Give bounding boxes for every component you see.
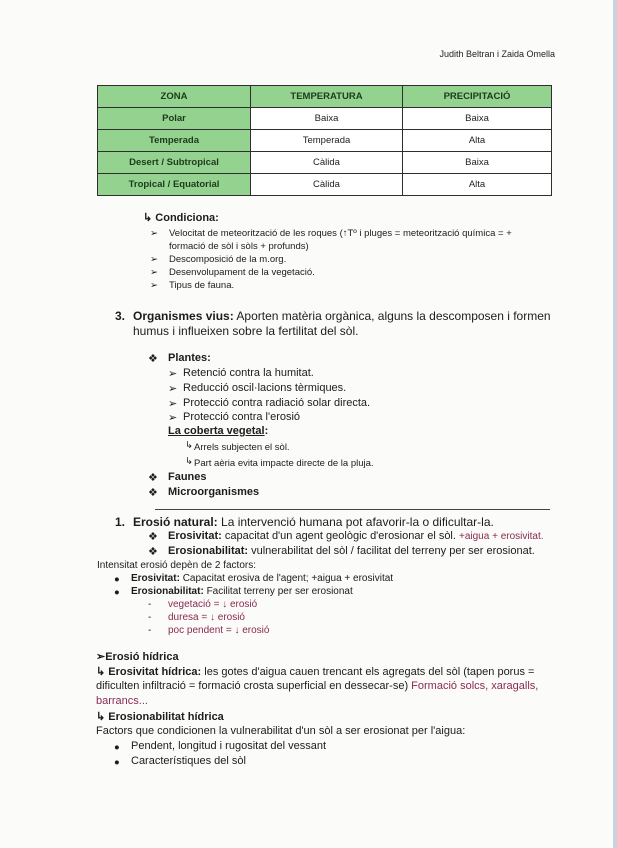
erosionabilitat-hidrica-heading	[96, 710, 224, 723]
arrowhead-bullet-icon: ➢	[168, 368, 178, 380]
erosivitat-hidrica-text: les gotes d'aigua cauen trencant els agregats del sòl (tapen porus =	[204, 666, 535, 678]
condiciona-item-vegetacio: Desenvolupament de la vegetació.	[169, 267, 315, 278]
arrowhead-bullet-icon: ➢	[168, 412, 178, 424]
diamond-bullet-icon: ❖	[148, 531, 158, 543]
plantes-item-radiacio: Protecció contra radiació solar directa.	[183, 397, 371, 409]
return-arrow-icon: ↳	[143, 212, 153, 224]
erosivitat-hidrica-label: Erosivitat hídrica:	[108, 666, 202, 678]
dash-bullet-icon: -	[148, 625, 152, 636]
dot-bullet-icon: ●	[114, 742, 120, 753]
diamond-bullet-icon: ❖	[148, 487, 158, 499]
formacio-solcs-note: Formació solcs, xaragalls,	[411, 680, 539, 692]
cell-zone: Desert / Subtropical	[98, 152, 251, 174]
arrowhead-bullet-icon: ➢	[168, 398, 178, 410]
organismes-paragraph-line1	[133, 309, 551, 323]
cell-temperature: Baixa	[251, 108, 403, 130]
arrowhead-bullet-icon: ➢	[150, 280, 158, 291]
erosionabilitat-item-pendent: poc pendent = ↓ erosió	[168, 625, 270, 636]
condiciona-title: Condiciona:	[155, 212, 219, 224]
organismes-title: Organismes vius:	[133, 309, 234, 323]
erosivitat-handwritten-note: +aigua + erosivitat.	[459, 531, 544, 542]
coberta-item-part-aeria: Part aèria evita impacte directe de la pluja.	[194, 458, 374, 469]
page-edge	[613, 0, 617, 848]
plantes-item-oscillacions: Reducció oscil·lacions tèrmiques.	[183, 382, 347, 394]
section-divider	[155, 509, 550, 510]
dot-bullet-icon: ●	[114, 587, 120, 598]
coberta-vegetal-heading	[168, 425, 268, 437]
condiciona-item-descomposicio: Descomposició de la m.org.	[169, 254, 287, 265]
erosio-hidrica-title: Erosió hídrica	[105, 651, 179, 663]
column-header-precipitacio: PRECIPITACIÓ	[403, 86, 552, 108]
cell-zone: Polar	[98, 108, 251, 130]
return-arrow-icon: ↳	[96, 711, 106, 723]
column-header-temperatura: TEMPERATURA	[251, 86, 403, 108]
coberta-vegetal-title: La coberta vegetal	[168, 425, 265, 437]
intensitat-erosio-text: Intensitat erosió depèn de 2 factors:	[97, 560, 256, 571]
arrowhead-bullet-icon: ➢	[168, 383, 178, 395]
plantes-title: Plantes:	[168, 352, 211, 364]
arrowhead-bullet-icon: ➢	[150, 267, 158, 278]
erosivitat-hidrica-line2	[96, 680, 538, 692]
condiciona-item-fauna: Tipus de fauna.	[169, 280, 235, 291]
table-header-row	[98, 86, 552, 108]
return-arrow-icon: ↳	[185, 456, 193, 467]
erosivitat-hidrica-text-cont: dificulten infiltració = formació crosta superficial en dessecar-se)	[96, 680, 409, 692]
table-row	[98, 152, 552, 174]
dash-bullet-icon: -	[148, 599, 152, 610]
organismes-paragraph-line2: humus i influeixen sobre la fertilitat del sòl.	[133, 324, 359, 338]
erosionabilitat-text: vulnerabilitat del sòl / facilitat del terreny per ser erosionat.	[251, 545, 535, 557]
coberta-vegetal-colon: :	[264, 425, 269, 437]
page-header-authors: Judith Beltran i Zaida Omella	[439, 49, 555, 59]
organismes-text: Aporten matèria orgànica, alguns la descomposen i formen	[236, 309, 551, 323]
barrancs-note: barrancs...	[96, 695, 148, 707]
erosionabilitat-item-duresa: duresa = ↓ erosió	[168, 612, 245, 623]
factors-intro: Factors que condicionen la vulnerabilitat d'un sòl a ser erosionat per l'aigua:	[96, 725, 466, 737]
cell-temperature: Temperada	[251, 130, 403, 152]
dot-bullet-icon: ●	[114, 574, 120, 585]
plantes-item-erosio: Protecció contra l'erosió	[183, 411, 301, 423]
factor-erosivitat-label: Erosivitat:	[131, 573, 180, 584]
factor-erosionabilitat	[131, 586, 353, 597]
erosionabilitat-item-vegetacio: vegetació = ↓ erosió	[168, 599, 258, 610]
cell-zone: Tropical / Equatorial	[98, 174, 251, 196]
microorganismes-item: Microorganismes	[168, 486, 260, 498]
climate-zones-table	[97, 85, 552, 196]
arrowhead-bullet-icon: ➢	[150, 254, 158, 265]
erosivitat-line	[168, 530, 544, 542]
erosio-natural-title: Erosió natural:	[133, 515, 218, 529]
factor-pendent: Pendent, longitud i rugositat del vessant	[131, 740, 327, 752]
arrowhead-bullet-icon: ➢	[150, 228, 158, 239]
erosio-hidrica-heading	[96, 650, 179, 663]
erosionabilitat-line	[168, 545, 535, 557]
column-header-zona: ZONA	[98, 86, 251, 108]
cell-precipitation: Alta	[403, 174, 552, 196]
cell-zone: Temperada	[98, 130, 251, 152]
cell-temperature: Càlida	[251, 152, 403, 174]
erosionabilitat-hidrica-title: Erosionabilitat hídrica	[108, 711, 224, 723]
erosio-natural-line	[133, 515, 494, 529]
section-number-1: 1.	[115, 515, 126, 529]
table-row	[98, 174, 552, 196]
return-arrow-icon: ↳	[96, 666, 106, 678]
table-row	[98, 108, 552, 130]
diamond-bullet-icon: ❖	[148, 353, 158, 365]
dot-bullet-icon: ●	[114, 757, 120, 768]
diamond-bullet-icon: ❖	[148, 546, 158, 558]
factor-erosivitat-text: Capacitat erosiva de l'agent; +aigua + erosivitat	[182, 573, 394, 584]
dash-bullet-icon: -	[148, 612, 152, 623]
return-arrow-icon: ↳	[185, 440, 193, 451]
cell-precipitation: Baixa	[403, 152, 552, 174]
condiciona-heading	[143, 211, 219, 224]
factor-erosionabilitat-text: Facilitat terreny per ser erosionat	[206, 586, 353, 597]
factor-erosionabilitat-label: Erosionabilitat:	[131, 586, 204, 597]
arrowhead-bullet-icon: ➢	[96, 651, 106, 663]
cell-precipitation: Alta	[403, 130, 552, 152]
factor-caracteristiques: Característiques del sòl	[131, 755, 246, 767]
plantes-item-humitat: Retenció contra la humitat.	[183, 367, 314, 379]
condiciona-item-velocitat: Velocitat de meteorització de les roques (↑Tº i pluges = meteorització química = +	[169, 228, 512, 239]
faunes-item: Faunes	[168, 471, 207, 483]
section-number-3: 3.	[115, 309, 126, 323]
erosivitat-text: capacitat d'un agent geològic d'erosionar el sòl.	[224, 530, 456, 542]
erosivitat-label: Erosivitat:	[168, 530, 222, 542]
diamond-bullet-icon: ❖	[148, 472, 158, 484]
condiciona-item-velocitat-cont: formació de sòl i sòls + profunds)	[169, 241, 309, 252]
cell-precipitation: Baixa	[403, 108, 552, 130]
erosionabilitat-label: Erosionabilitat:	[168, 545, 249, 557]
factor-erosivitat	[131, 573, 393, 584]
erosivitat-hidrica-line1	[96, 665, 534, 678]
coberta-item-arrels: Arrels subjecten el sòl.	[194, 442, 290, 453]
table-row	[98, 130, 552, 152]
erosio-natural-text: La intervenció humana pot afavorir-la o dificultar-la.	[221, 515, 494, 529]
cell-temperature: Càlida	[251, 174, 403, 196]
